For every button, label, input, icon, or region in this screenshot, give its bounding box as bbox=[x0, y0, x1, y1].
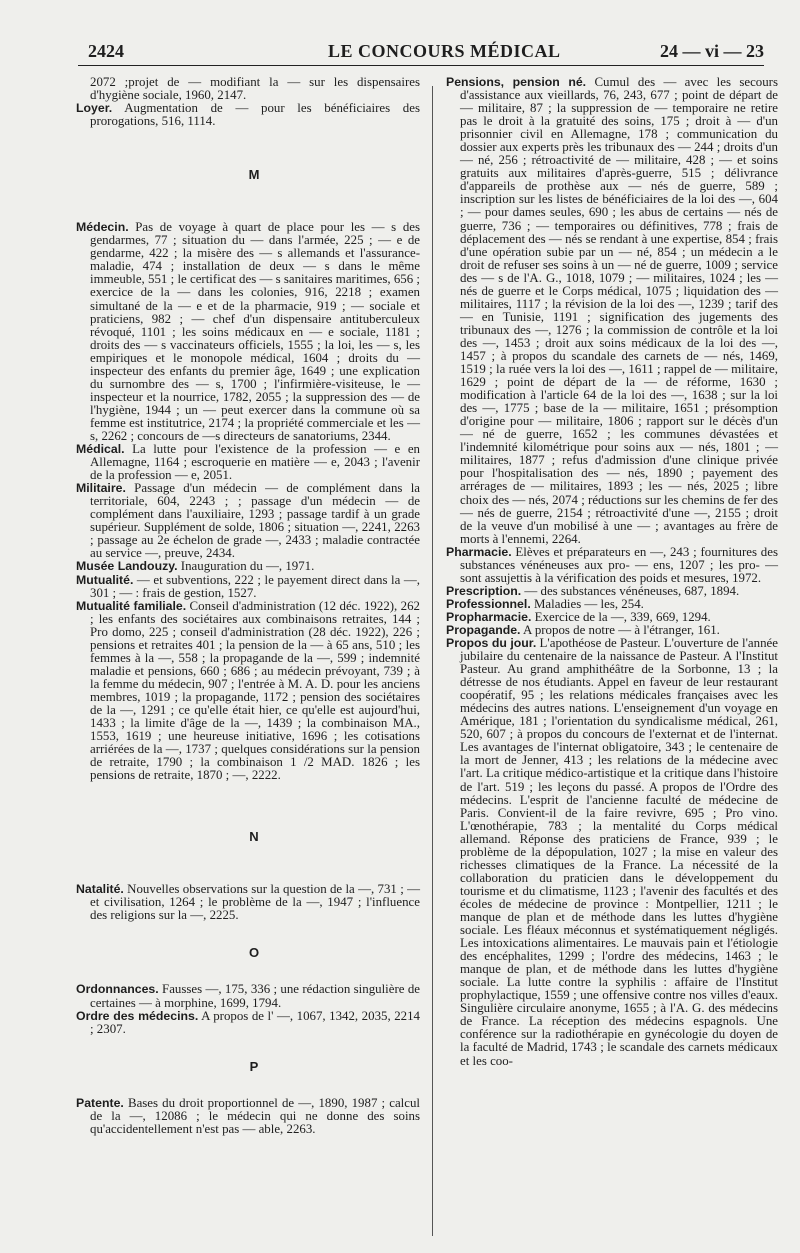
entry-keyword: Médical. bbox=[76, 442, 125, 457]
entry-text: La lutte pour l'existence de la profession — e en Allemagne, 1164 ; escroquerie en matière — e, 2043 ; l'avenir de la profession — e, 2051. bbox=[90, 442, 420, 483]
entry-medecin bbox=[76, 221, 420, 443]
right-column bbox=[446, 76, 778, 1068]
entry-keyword: Mutualité familiale. bbox=[76, 598, 187, 613]
entry-keyword: Médecin. bbox=[76, 220, 129, 235]
entry-text: Nouvelles observations sur la question de la —, 731 ; — et civilisation, 1264 ; le problème de la —, 1947 ; l'influence des religions sur la —, 2225. bbox=[90, 882, 420, 923]
entry-text: — et subventions, 222 ; le payement direct dans la —, 301 ; — : frais de gestion, 1527. bbox=[90, 572, 420, 600]
column-divider bbox=[432, 86, 433, 1236]
entry-pensions bbox=[446, 76, 778, 546]
entry-text: A propos de l' —, 1067, 1342, 2035, 2214 ; 2307. bbox=[90, 1008, 420, 1036]
entry-text: — des substances vénéneuses, 687, 1894. bbox=[521, 583, 740, 598]
entry-text: L'apothéose de Pasteur. L'ouverture de l'année jubilaire du centenaire de la naissance de Pasteur. A l'Institut Pasteur. Au grand amphithéâtre de la Sorbonne, 13 ; la détresse de nos étudiants. Appel en faveur de leur restaurant coopératif, 95 ; les relations médicales françaises avec les médecins des autres nations. L'enseignement d'un voyage en Amérique, 181 ; l'orientation du syndicalisme médical, 261, 520, 607 ; à propos du concours de l'externat et de l'internat. Les avantages de l'internat obligatoire, 343 ; le centenaire de la mort de Jenner, 413 ; les relations de la médecine avec l'art. La critique médico-artistique et la critique dans l'histoire de l'art. 519 ; les leçons du passé. A propos de l'Ordre des médecins. L'esprit de l'ancienne faculté de médecine de Paris. Convient-il de la faire revivre, 695 ; Pro vino. L'œnothérapie, 783 ; la mentalité du Corps médical allemand. Réponse des praticiens de France, 939 ; le problème de la dépopulation, 1027 ; la mise en valeur des richesses climatiques de la France. La nécessité de la collaboration du praticien dans le développement du tourisme et du climatisme, 1123 ; l'avenir des facultés et des écoles de médecine de province : Montpellier, 1211 ; le manque de plan et de méthode dans les luttes d'hygiène sociale. Les fléaux méconnus et systématiquement négligés. Les intoxications alimentaires. Le mauvais pain et l'étiologie des encéphalites, 1299 ; l'ordre des médecins, 1463 ; le manque de plan, et de méthode dans les luttes d'hygiène sociale. La lutte contre la syphilis : affaire de l'Institut prophylactique, 1559 ; une offensive contre nos villes d'eaux. Singulière circulaire anonyme, 1655 ; à l'A. G. des médecins de France. La réception des médecins espagnols. Une conférence sur la radiothérapie en gynécologie du doyen de la faculté de Madrid, 1743 ; le scandale des carnets médicaux et les coo- bbox=[460, 636, 778, 1068]
running-header bbox=[78, 41, 764, 66]
entry-patente bbox=[76, 1097, 420, 1136]
entry-keyword: Pensions, pension né. bbox=[446, 75, 587, 89]
entry-mutualite bbox=[76, 574, 420, 600]
entry-text: Cumul des — avec les secours d'assistance aux vieillards, 76, 243, 677 ; point de départ de — militaire, 87 ; la suppression de — temporaire ne retire pas le droit à la gratuité des soins, 175 ; droit à — d'un prisonnier civil en Allemagne, 178 ; communication du dossier aux experts près les tribunaux des — 244 ; droits d'un — né, 256 ; rétroactivité de — militaire, 428 ; — et soins gratuits aux militaires d'après-guerre, 515 ; délivrance d'appareils de prothèse aux — nés de guerre, 589 ; inscription sur les listes de bénéficiaires de la loi des —, 604 ; — pour dames seules, 690 ; les abus de certains — nés de guerre, 736 ; — temporaires ou définitives, 778 ; frais de déplacement des — nés se rendant à une expertise, 854 ; frais d'une opération subie par un — né, 854 ; un médecin a le droit de refuser ses soins à un — né de guerre, 1009 ; service des — s de l'A. G., 1018, 1079 ; — militaires, 1024 ; les — nés de guerre et le Corps médical, 1075 ; liquidation des — militaires, 1117 ; la révision de la loi des —, 1239 ; tarif des — en Tunisie, 1191 ; signification des jugements des tribunaux des —, 1276 ; la commission de contrôle et la loi des —, 1453 ; droit aux soins médicaux de la loi des —, 1457 ; à propos du scandale des carnets de — nés, 1469, 1519 ; la ruée vers la loi des —, 1611 ; rappel de — militaire, 1629 ; point de départ de la — de réforme, 1630 ; modification à l'article 64 de la loi des —, 1638 ; sur la loi des —, 1775 ; base de la — militaire, 1651 ; présomption d'origine pour — militaire, 1806 ; rapport sur le décès d'un — né de guerre, 1652 ; les communes dévastées et l'indemnité kilométrique pour soins aux — nés, 1801 ; — militaires, 1877 ; refus d'admission d'une clinique privée pour l'hospitalisation des — nés, 1890 ; payement des arrérages de — militaires, 1893 ; les — nés, 2025 ; libre choix des — nés, 2074 ; réductions sur les chemins de fer des — nés de guerre, 2154 ; rétroactivité d'une —, 2155 ; droit de la veuve d'un mobilisé à une — ; avantages au frère de morts à l'ennemi, 2264. bbox=[460, 75, 778, 546]
entry-ordonnances bbox=[76, 983, 420, 1009]
entry-keyword: Professionnel. bbox=[446, 596, 531, 611]
section-letter-n: N bbox=[249, 829, 259, 845]
entry-text: Fausses —, 175, 336 ; une rédaction singulière de certaines — à morphine, 1699, 1794. bbox=[90, 982, 420, 1010]
entry-keyword: Militaire. bbox=[76, 481, 126, 496]
entry-keyword: Ordre des médecins. bbox=[76, 1008, 199, 1023]
entry-loyer bbox=[76, 102, 420, 128]
entry-ordre-des-medecins bbox=[76, 1010, 420, 1036]
entry-text: Passage d'un médecin — de complément dans la territoriale, 604, 2243 ; ; passage d'un médecin — de complément dans l'auxiliaire, 1293 ; passage tardif à un grade supérieur. Supplément de solde, 1806 ; situation —, 2241, 2263 ; passage au 2e échelon de grade —, 2433 ; maladie contractée au service —, preuve, 2434. bbox=[90, 481, 420, 561]
entry-propos-du-jour bbox=[446, 637, 778, 1068]
entry-text: A propos de notre — à l'étranger, 161. bbox=[520, 622, 720, 637]
entry-text: Elèves et préparateurs en —, 243 ; fournitures des substances vénéneuses aux pro- — ens, 1207 ; les pro- — sont assujettis à la vérification des poids et mesures, 1972. bbox=[460, 544, 778, 585]
entry-pharmacie bbox=[446, 546, 778, 585]
continued-entry: 2072 ;projet de — modifiant la — sur les dispensaires d'hygiène sociale, 1960, 2147. bbox=[90, 75, 420, 103]
entry-text: Exercice de la —, 339, 669, 1294. bbox=[531, 609, 711, 624]
entry-keyword: Ordonnances. bbox=[76, 982, 159, 997]
entry-text: Bases du droit proportionnel de —, 1890, 1987 ; calcul de la —, 12086 ; le médecin qui ne donne des soins qu'accidentellement n'est pas — able, 2263. bbox=[90, 1095, 420, 1136]
entry-keyword: Loyer. bbox=[76, 101, 113, 116]
issue-date: 24 — vi — 23 bbox=[659, 41, 764, 61]
entry-keyword: Propharmacie. bbox=[446, 609, 532, 624]
entry-keyword: Propos du jour. bbox=[446, 636, 537, 651]
entry-keyword: Patente. bbox=[76, 1095, 124, 1110]
entry-militaire bbox=[76, 482, 420, 560]
entry-text: Pas de voyage à quart de place pour les — s des gendarmes, 77 ; situation du — dans l'armée, 225 ; — e de gendarme, 422 ; la misère des — s allemands et l'assurance-maladie, 474 ; installation de deux — s dans le même immeuble, 551 ; le certificat des — s sanitaires maritimes, 656 ; exercice de la — dans les colonies, 916, 2218 ; examen simultané de la — e et de la pharmacie, 919 ; — sociale et praticiens, 982 ; — chef d'un dispensaire antituberculeux révoqué, 1101 ; les soins médicaux en — e sociale, 1181 ; droits des — s vaccinateurs officiels, 1555 ; la loi, les — s, les empiriques et le monopole médical, 1604 ; droits du — inspecteur des enfants du premier âge, 1649 ; une explication du surnombre des — s, 1700 ; l'infirmière-visiteuse, le — inspecteur et la nourrice, 1782, 2055 ; la suppression des — de l'hygiène, 1944 ; un — peut exercer dans la commune où sa femme est institutrice, 2174 ; la propriété commerciale et les —s, 2262 ; concours de —s directeurs de sanatoriums, 2344. bbox=[90, 220, 420, 443]
entry-natalite bbox=[76, 883, 420, 922]
section-letter-p: P bbox=[249, 1058, 259, 1074]
page-number: 2424 bbox=[88, 41, 124, 61]
entry-keyword: Pharmacie. bbox=[446, 544, 512, 559]
journal-title: LE CONCOURS MÉDICAL bbox=[328, 41, 561, 61]
entry-text: Maladies — les, 254. bbox=[530, 596, 644, 611]
entry-text: Conseil d'administration (12 déc. 1922), 262 ; les enfants des sociétaires aux combinaisons retraites, 144 ; Pro domo, 225 ; conseil d'administration (28 déc. 1922), 226 ; pensions et retraites 401 ; la pension de la — à 65 ans, 510 ; les femmes à la —, 558 ; la propagande de la —, 599 ; indemnité maladie et pensions, 660 ; 686 ; au médecin prévoyant, 739 ; à la femme du médecin, 907 ; l'entrée à M. A. D. pour les anciens membres, 1019 ; la propagande, 1172 ; pension des sociétaires de la —, 1291 ; ce qu'elle était hier, ce qu'elle est aujourd'hui, 1433 ; la limite d'âge de la —, 1439 ; la combinaison MA., 1553, 1619 ; une heureuse initiative, 1696 ; les cotisations arriérées de la —, 1737 ; quelques considérations sur la pension de retraite, 1790 ; la combinaison 1 /2 MAD. 1826 ; les pensions de retraite, 1870 ; —, 2222. bbox=[90, 598, 420, 783]
entry-mutualite-familiale bbox=[76, 600, 420, 783]
section-letter-o: O bbox=[248, 945, 260, 961]
entry-keyword: Natalité. bbox=[76, 882, 124, 897]
entry-keyword: Mutualité. bbox=[76, 572, 134, 587]
entry-text: Augmentation de — pour les bénéficiaires des prorogations, 516, 1114. bbox=[90, 101, 420, 129]
entry-keyword: Musée Landouzy. bbox=[76, 559, 178, 574]
left-column bbox=[76, 76, 420, 1136]
entry-keyword: Propagande. bbox=[446, 622, 521, 637]
entry-text: Inauguration du —, 1971. bbox=[177, 559, 315, 574]
section-letter-m: M bbox=[248, 167, 260, 183]
entry-keyword: Prescription. bbox=[446, 583, 522, 598]
entry-medical bbox=[76, 443, 420, 482]
